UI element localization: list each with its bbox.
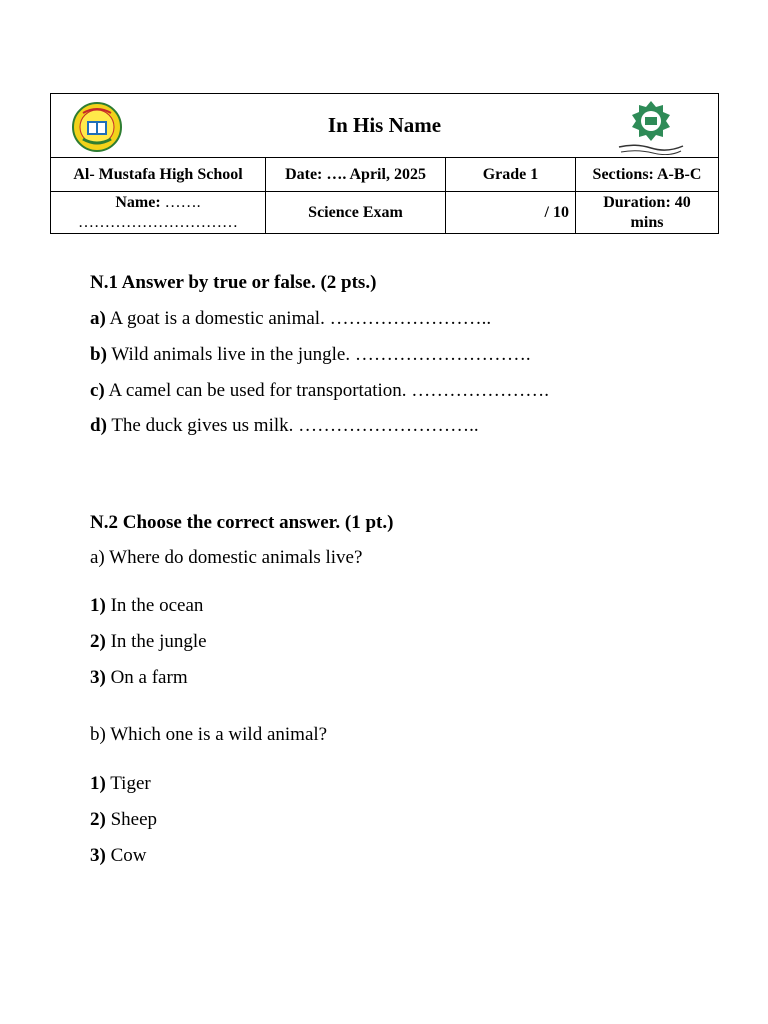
option-item: 3) Cow (90, 845, 147, 866)
question-item: d) The duck gives us milk. ……………………….. (90, 415, 479, 436)
page-title: In His Name (327, 112, 442, 137)
section1-heading: N.1 Answer by true or false. (2 pts.) (90, 272, 377, 293)
question-item: a) A goat is a domestic animal. …………………….. (90, 308, 492, 329)
grade: Grade 1 (446, 158, 576, 192)
title-cell (51, 94, 719, 158)
option-item: 2) In the jungle (90, 631, 207, 652)
question-a: a) Where do domestic animals live? (90, 547, 363, 568)
option-item: 3) On a farm (90, 667, 188, 688)
section2-heading: N.2 Choose the correct answer. (1 pt.) (90, 512, 394, 533)
question-b: b) Which one is a wild animal? (90, 724, 328, 745)
question-item: b) Wild animals live in the jungle. ………………………. (90, 344, 531, 365)
duration: Duration: 40 mins (576, 192, 719, 234)
name-field: Name: ……. ………………………… (51, 192, 266, 234)
school-name: Al- Mustafa High School (51, 158, 266, 192)
exam-date: Date: …. April, 2025 (266, 158, 446, 192)
exam-header-table (50, 93, 719, 234)
score-box: / 10 (446, 192, 576, 234)
option-item: 2) Sheep (90, 809, 158, 830)
option-item: 1) Tiger (90, 773, 151, 794)
sections: Sections: A-B-C (576, 158, 719, 192)
green-star-emblem-icon (615, 99, 687, 155)
name-label: Name (115, 193, 156, 211)
subject: Science Exam (266, 192, 446, 234)
question-item: c) A camel can be used for transportation. …………………. (90, 380, 550, 401)
option-item: 1) In the ocean (90, 595, 204, 616)
